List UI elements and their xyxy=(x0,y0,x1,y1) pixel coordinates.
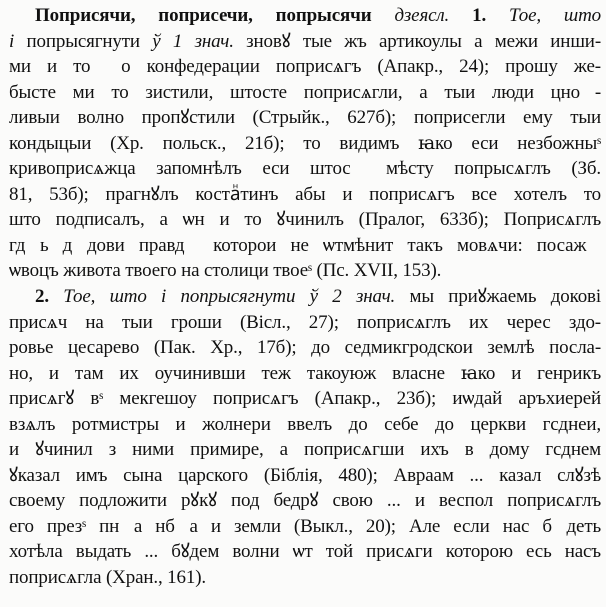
text-segment: ꙋказал имъ сына царского (Біблія, 480); Авраам ... казал слꙋзѣ xyxy=(9,464,601,486)
text-segment xyxy=(49,286,63,307)
entry-line xyxy=(9,412,601,438)
text-segment: поприсѧгла (Хран., 161). xyxy=(9,566,207,588)
entry-paragraph-1 xyxy=(9,3,601,284)
entry-line xyxy=(9,539,601,565)
entry-line xyxy=(9,258,601,284)
entry-line xyxy=(9,29,601,55)
entry-line xyxy=(9,156,601,182)
entry-line xyxy=(9,3,601,29)
text-segment: присѧч на тыи гроши (Віcл., 27); поприсѧглъ их черес здо- xyxy=(9,311,601,333)
text-segment: гдⷭь дⷣдови правдꙋ которои не ѡтмѣнит такъ мовѧчи: посажꙋ xyxy=(9,234,601,256)
entry-line xyxy=(9,284,601,310)
text-segment xyxy=(486,5,509,26)
italic-text: ў 1 знач. xyxy=(152,30,234,52)
entry-line xyxy=(9,488,601,514)
text-segment: ливыи волно пропꙋстили (Стрыйк., 627б); поприсегли ему тыи xyxy=(9,107,601,128)
entry-line xyxy=(9,54,601,80)
italic-text: дзеясл. xyxy=(394,5,450,26)
bold-text: 1. xyxy=(472,5,487,26)
text-segment: што подписалъ, а ѡн и то ꙋчинилъ (Пралог, 633б); Поприсѧглъ xyxy=(9,209,601,230)
entry-line xyxy=(9,233,601,259)
text-segment: мы приꙋжаемь докові xyxy=(395,286,601,307)
entry-line xyxy=(9,310,601,336)
text-segment: кривоприсѧжца запомнѣлъ еси штосᷓ мѣсту попрысѧглъ (Зб. xyxy=(9,158,601,179)
italic-text: Тое, што xyxy=(508,5,601,26)
entry-line xyxy=(9,565,601,591)
bold-text: 2. xyxy=(35,286,49,307)
italic-text: Тое, што і попрысягнути ў 2 знач. xyxy=(63,286,396,307)
text-segment: бысте ми то зистили, штосте поприсѧгли, а тыи люди цноⷮ- xyxy=(9,81,601,103)
entry-line xyxy=(9,105,601,131)
entry-line xyxy=(9,80,601,106)
text-segment: ми и тоⷨ о конфедерации поприсѧгъ (Апакр., 24); прошу же- xyxy=(9,56,601,77)
text-segment: ѡвоцъ живота твоего на столици твоеˢ (Пс. XVII, 153). xyxy=(9,260,442,281)
entry-line xyxy=(9,437,601,463)
bold-text: Поприсячи, поприсечи, попрысячи xyxy=(35,5,372,26)
entry-line xyxy=(9,335,601,361)
text-segment: ровье цесарево (Пак. Хр., 17б); до седмикгродскои землѣ посла- xyxy=(9,337,601,358)
text-segment: попрысягнути xyxy=(14,30,153,52)
text-segment: присѧгꙋ вˢ мекгешоу поприсѧгъ (Апакр., 23б); иѡдай аръхиерей xyxy=(9,388,601,409)
entry-line xyxy=(9,182,601,208)
entry-line xyxy=(9,386,601,412)
text-segment xyxy=(449,5,472,26)
text-segment: 81, 53б); прагнꙋлъ костаⷩтинъ абы и поприсѧгъ все хотелъ то xyxy=(9,183,601,205)
text-segment: и ꙋчинил з ними примире, а поприсѧгши ихъ в дому гсднем xyxy=(9,439,601,460)
italic-text: і xyxy=(9,30,15,52)
entry-line xyxy=(9,131,601,157)
text-segment: своему подложити рꙋкꙋ под бедрꙋ свою ... и веспол поприсѧглъ xyxy=(9,490,601,511)
text-segment: взѧлъ ротмистры и жолнери ввелъ до себе до церкви гсднеи, xyxy=(9,413,601,435)
entry-line xyxy=(9,361,601,387)
entry-paragraph-2 xyxy=(9,284,601,590)
text-segment: но, и там их оучинивши теж такоуюж власне ꙗко и генрикъ xyxy=(9,362,601,384)
text-segment: кондыцыи (Хр. польск., 21б); то видимъ ꙗко еси незбожныˢ xyxy=(9,132,601,154)
entry-line xyxy=(9,463,601,489)
text-segment: его презˢ пнⷭа нбⷭа и земли (Выкл., 20); Але если нас бꙋдеть xyxy=(9,515,601,537)
entry-line xyxy=(9,207,601,233)
text-segment: зновꙋ тые жъ артикоулы а межи инши- xyxy=(233,30,601,52)
text-segment: хотѣла выдать ... бꙋдем волни ѡт той присѧги которою есь насъ xyxy=(9,541,601,562)
text-segment xyxy=(372,5,395,26)
entry-line xyxy=(9,514,601,540)
